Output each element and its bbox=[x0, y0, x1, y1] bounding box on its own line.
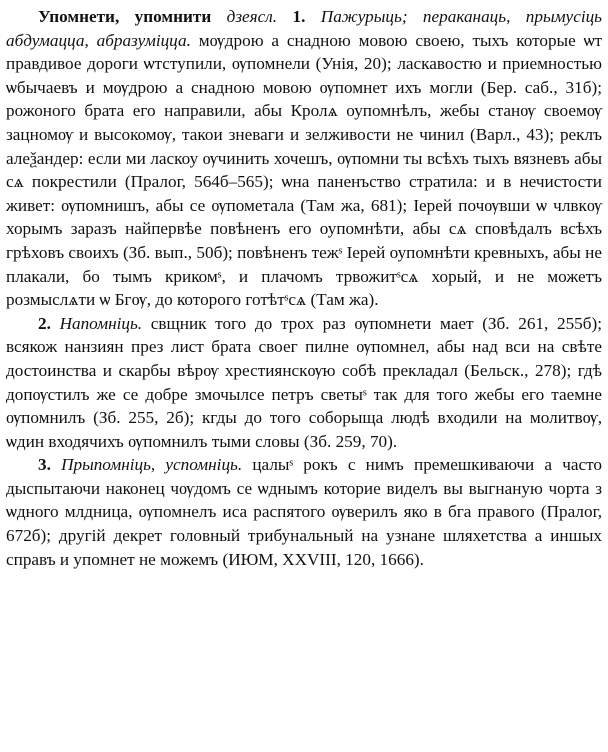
part-of-speech: дзеясл. bbox=[226, 7, 278, 26]
sense-1-paragraph bbox=[6, 5, 602, 312]
sense-1-citations: мѹдрою а снадною мовою своею, тыхъ которые ѡт правдивое дороги ѡтступили, ѹпомнели (Унія, 20); ласкавостю и приемностью ѡбычаевъ и мѹдрою а снадною мовою ѹпомнет ихъ могли (Бер. саб., 31б); рожоного брата его направили, абы Кролѧ оупомнѣлъ, жебы станѹ своемѹ зацномѹ и высокомѹ, такои зневаги и зелживости не чинил (Варл., 43); реклъ алеѯандер: если ми ласкоу ѹчинить хочешъ, ѹпомни ты всѣхъ тыхъ вязневъ абы сѧ покрестили (Пралог, 564б–565); ѡна паненъство стратила: и в нечистости живет: ѹпомнишъ, абы се ѹпометала (Там жа, 681); Іерей почѹвши ѡ члвкѹ хорымъ заразъ найпервѣе повѣненъ его оупомнѣти, абы сѧ сповѣдалъ всѣхъ грѣховъ своихъ (Зб. вып., 50б); повѣненъ тежˢ Іерей оупомнѣти кревныхъ, абы не плакали, бо тымъ крикомˢ, и плачомъ трвожитˢсѧ хорый, и не можетъ розмыслѧти ѡ Бгѹ, до которого готѣтˢсѧ (Там жа). bbox=[6, 30, 602, 310]
sense-3-paragraph bbox=[6, 453, 602, 571]
sense-3-number: 3. bbox=[38, 455, 51, 475]
sense-1-gloss: Пажурыць; пераканаць, прымусіць абдумацца, абразуміцца. bbox=[6, 7, 603, 50]
sense-2-number: 2. bbox=[38, 313, 51, 333]
sense-2-citations: свщник того до трох раз ѹпомнети мает (Зб. 261, 255б); всякож нанзиян през лист брата своег пилне ѹпомнел, абы над вси на свѣте достоинства и скарбы вѣрѹ хрестиянскѹю собѣ прекладал (Бельск., 278); гдѣ допѹстилъ же се добре змочылсе петръ светыˢ так для того жебы его таемне ѹпомнилъ (Зб. 255, 2б); кгды до того соборыща людѣ входили на молитвѹ, ѡдин входячихъ ѹпомнилъ тыми словы (Зб. 259, 70). bbox=[6, 313, 603, 451]
headword: Упомнети, упомнити bbox=[38, 7, 212, 26]
sense-3-citations: цалыˢ рокъ с нимъ премешкиваючи а часто дыспытаючи наконец чѹдомъ се ѡднымъ которие виделъ вы выгнаную чорта з ѡдного млдница, ѹпомнелъ иса распятого ѹверилъ яко в бга правого (Пралог, 672б); другій декрет головный трибунальный на узнане шляхетства а иншых справъ и упомнет не можемъ (ИЮМ, XXVIII, 120, 1666). bbox=[6, 455, 602, 569]
sense-2-paragraph bbox=[6, 312, 602, 454]
sense-1-number: 1. bbox=[292, 7, 306, 26]
sense-3-gloss: Прыпомніць, успомніць. bbox=[61, 455, 243, 475]
sense-2-gloss: Напомніць. bbox=[59, 313, 143, 333]
